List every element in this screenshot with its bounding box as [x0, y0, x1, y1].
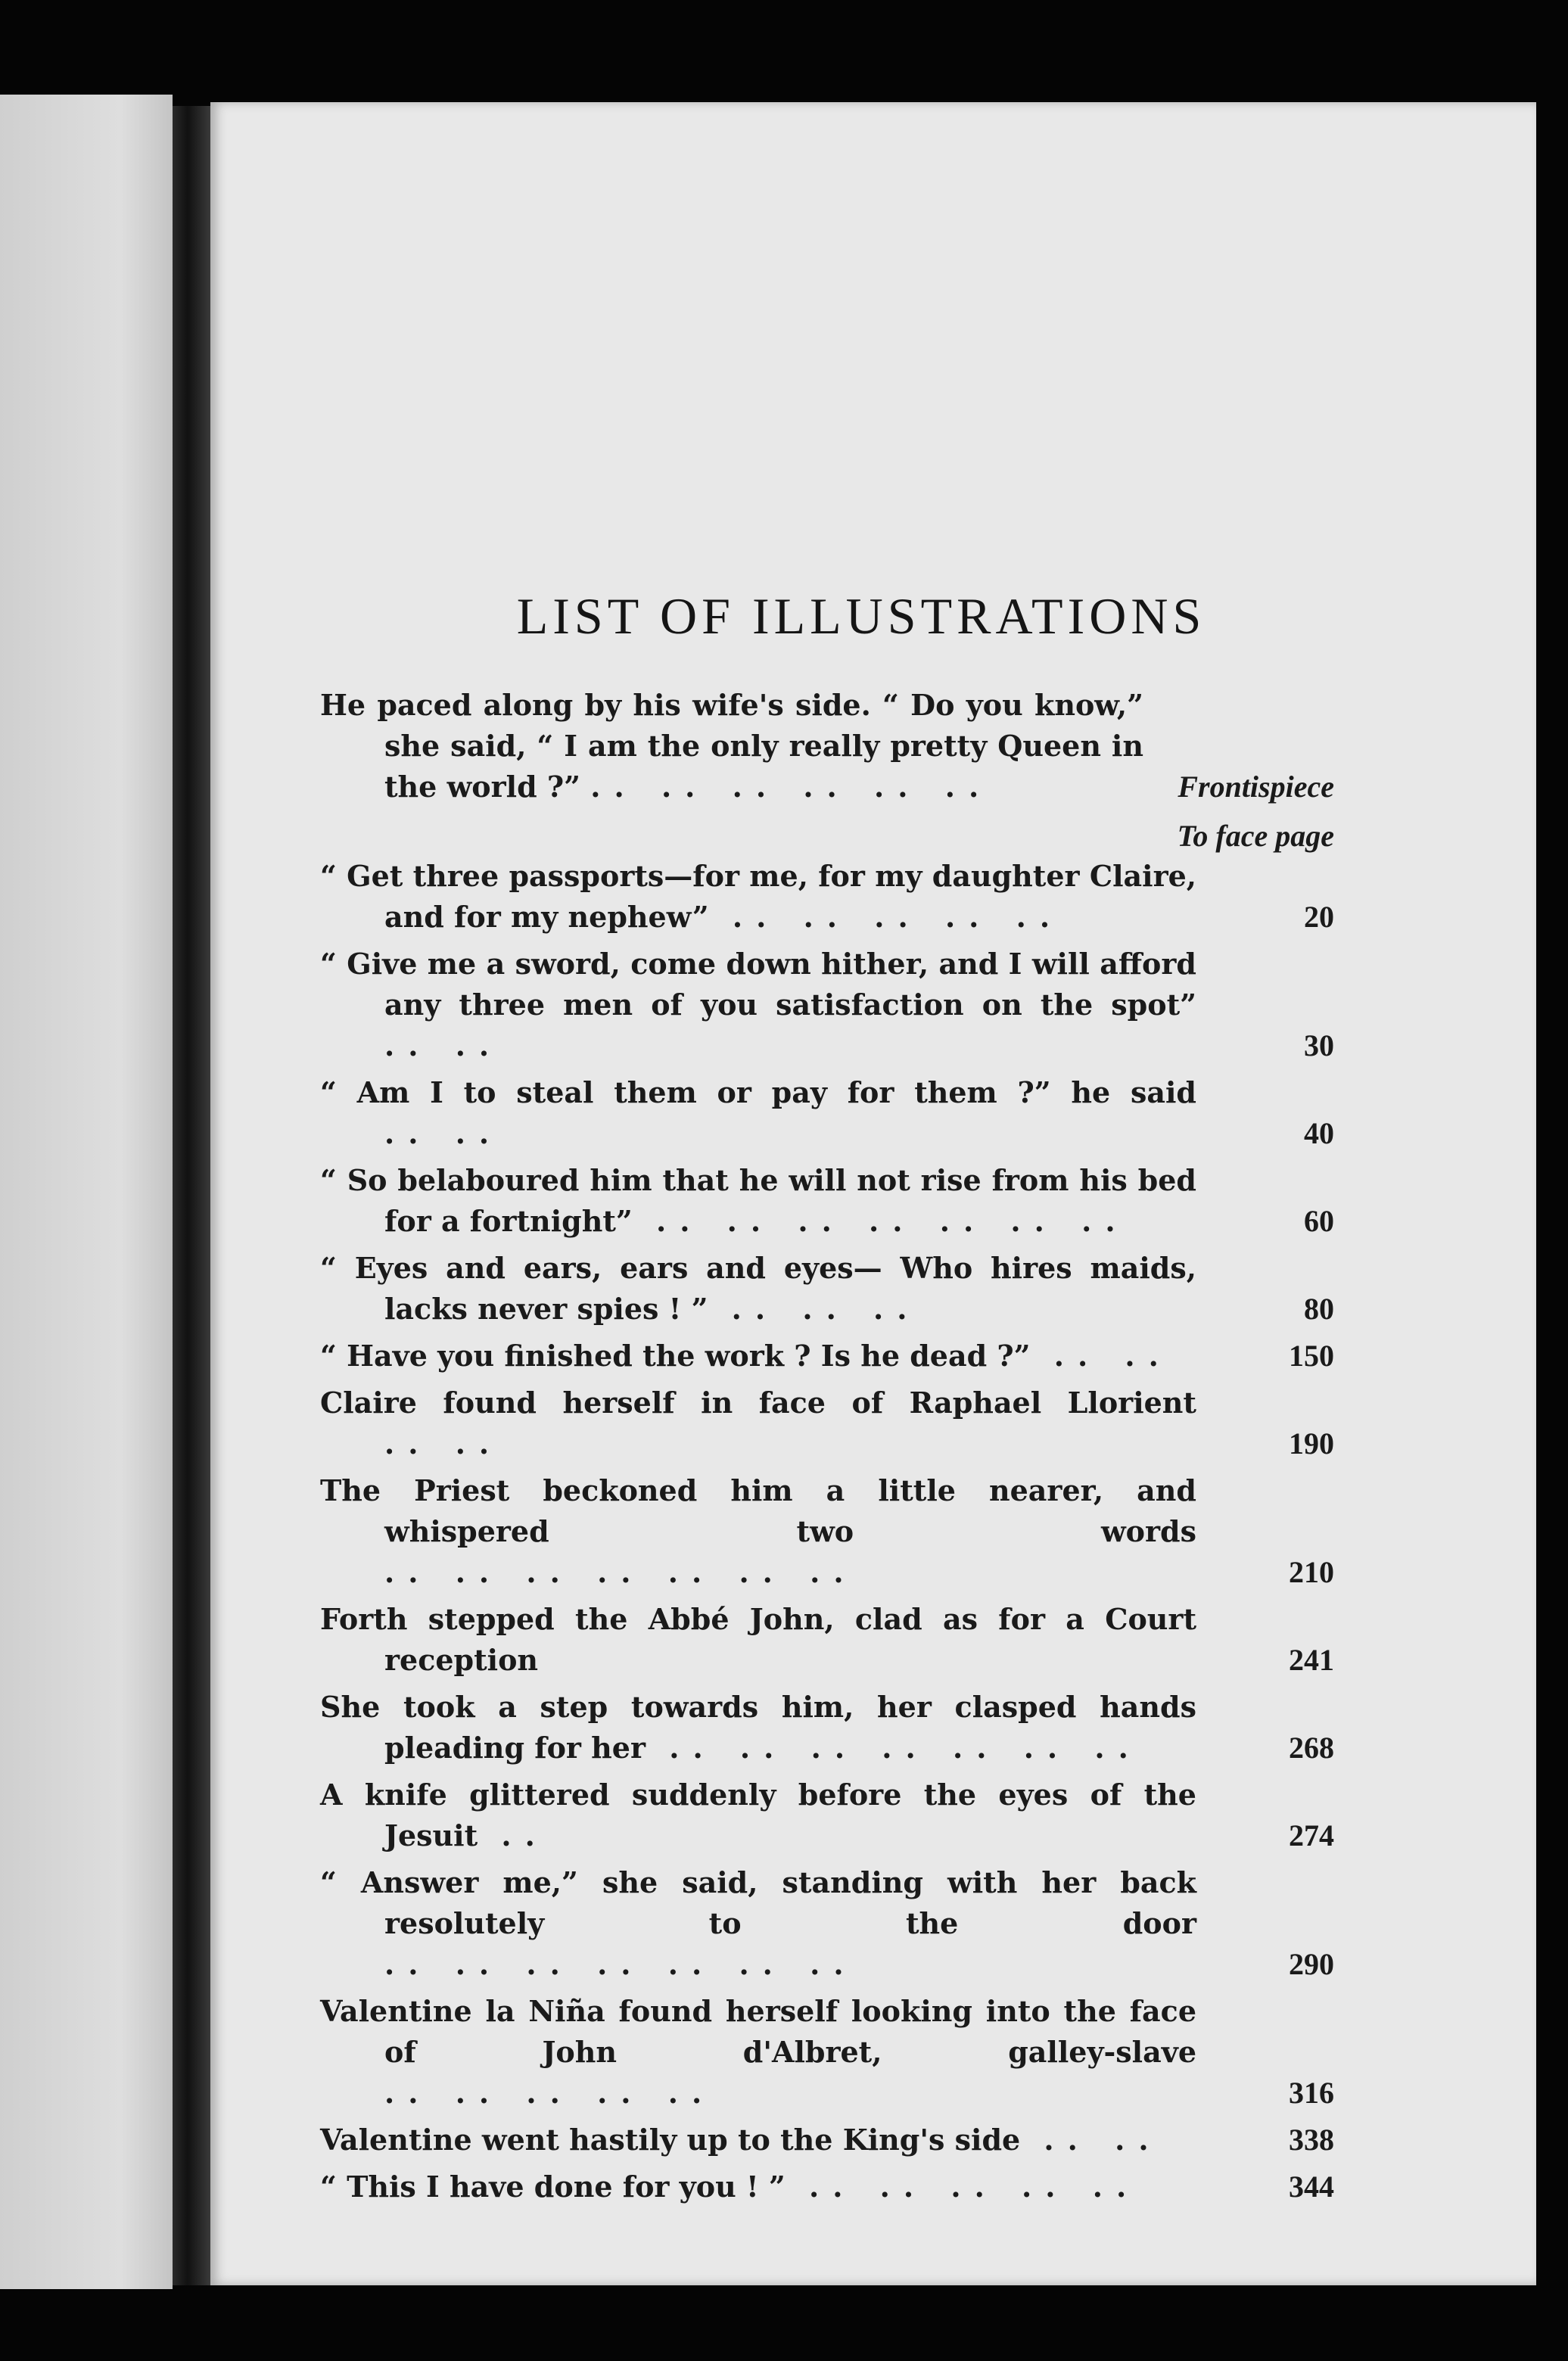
page-number: 344 [1289, 2170, 1334, 2204]
illustration-caption: “ Answer me,” she said, standing with her back resolutely to the door [320, 1865, 1196, 1940]
dot-leader: .. .. .. [708, 1292, 921, 1326]
illustration-caption: “ Have you finished the work ? Is he dead ?” [320, 1339, 1031, 1373]
list-item [320, 1072, 1334, 1154]
dot-leader: .. .. .. .. .. .. .. [646, 1731, 1142, 1765]
illustration-caption: Claire found herself in face of Raphael Llorient [320, 1386, 1196, 1420]
list-item [320, 2120, 1334, 2160]
illustrations-list [320, 685, 1334, 2213]
page-number: 268 [1289, 1731, 1334, 1765]
illustration-caption: A knife glittered suddenly before the eyes of the Jesuit [320, 1778, 1196, 1852]
list-item [320, 1336, 1334, 1376]
page-number: 338 [1289, 2123, 1334, 2157]
illustration-caption: The Priest beckoned him a little nearer, and whispered two words [320, 1473, 1196, 1548]
illustration-caption: “ Am I to steal them or pay for them ?” he said [320, 1075, 1196, 1109]
list-item [320, 856, 1334, 938]
list-item [320, 1991, 1334, 2114]
page-number: 150 [1289, 1339, 1334, 1373]
dot-leader: .. .. .. .. .. [785, 2170, 1140, 2204]
dot-leader: .. .. .. .. .. .. .. [632, 1204, 1129, 1238]
dot-leader: .. .. .. .. .. [708, 900, 1064, 934]
list-item [320, 1599, 1334, 1681]
page-surface [210, 102, 1536, 2285]
list-item [320, 1470, 1334, 1593]
page-number: 30 [1304, 1028, 1334, 1062]
illustration-caption: Valentine went hastily up to the King's side [320, 2123, 1021, 2157]
list-item [320, 1862, 1334, 1985]
dot-leader: .. .. .. .. .. .. .. [384, 1947, 857, 1981]
page-number: 210 [1289, 1555, 1334, 1589]
list-item [320, 1775, 1334, 1856]
page-number: 60 [1304, 1204, 1334, 1238]
page-number: 316 [1289, 2076, 1334, 2110]
dot-leader: .. .. .. .. .. .. .. [384, 1555, 857, 1589]
dot-leader: .. .. [1020, 2123, 1162, 2157]
illustration-caption: He paced along by his wife's side. “ Do you know,” she said, “ I am the only really pretty Queen in the world ?” [320, 688, 1143, 804]
illustration-caption: “ This I have done for you ! ” [320, 2170, 786, 2204]
book-spine-shadow [173, 106, 210, 2285]
illustration-caption: “ Give me a sword, come down hither, and I will afford any three men of you satisfaction on the spot” [320, 947, 1196, 1022]
page-number: 20 [1304, 900, 1334, 934]
page-number: 290 [1289, 1947, 1334, 1981]
dot-leader: .. .. [384, 1426, 503, 1460]
illustration-caption: Valentine la Niña found herself looking into the face of John d'Albret, galley-slave [320, 1994, 1196, 2069]
illustration-caption: Forth stepped the Abbé John, clad as for a Court reception [320, 1602, 1196, 1677]
dot-leader: .. [478, 1818, 549, 1852]
page-number: 40 [1304, 1116, 1334, 1150]
page-number: 190 [1289, 1426, 1334, 1460]
list-item [320, 944, 1334, 1066]
page-number: 274 [1289, 1818, 1334, 1852]
list-item [320, 1248, 1334, 1330]
page-title: LIST OF ILLUSTRATIONS [516, 587, 1206, 645]
page-number: 80 [1304, 1292, 1334, 1326]
to-face-page-label: To face page [1177, 819, 1334, 853]
list-item [320, 1383, 1334, 1464]
page-number: 241 [1289, 1643, 1334, 1677]
list-item [320, 1687, 1334, 1768]
list-item-frontispiece [320, 685, 1334, 807]
dot-leader: .. .. [384, 1028, 503, 1062]
illustration-caption: She took a step towards him, her clasped hands pleading for her [320, 1690, 1196, 1765]
list-item [320, 2167, 1334, 2207]
illustration-caption: “ So belaboured him that he will not rise from his bed for a fortnight” [320, 1163, 1196, 1238]
page-number: Frontispiece [1178, 770, 1334, 804]
dot-leader: .. .. .. .. .. .. [590, 770, 993, 804]
dot-leader: .. .. .. .. .. [384, 2076, 716, 2110]
dot-leader: .. .. [1030, 1339, 1172, 1373]
illustration-caption: “ Eyes and ears, ears and eyes— Who hires maids, lacks never spies ! ” [320, 1251, 1196, 1326]
list-item [320, 1160, 1334, 1242]
facing-page-edge [0, 95, 173, 2289]
illustration-caption: “ Get three passports—for me, for my daughter Claire, and for my nephew” [320, 859, 1196, 934]
dot-leader: .. .. [384, 1116, 503, 1150]
